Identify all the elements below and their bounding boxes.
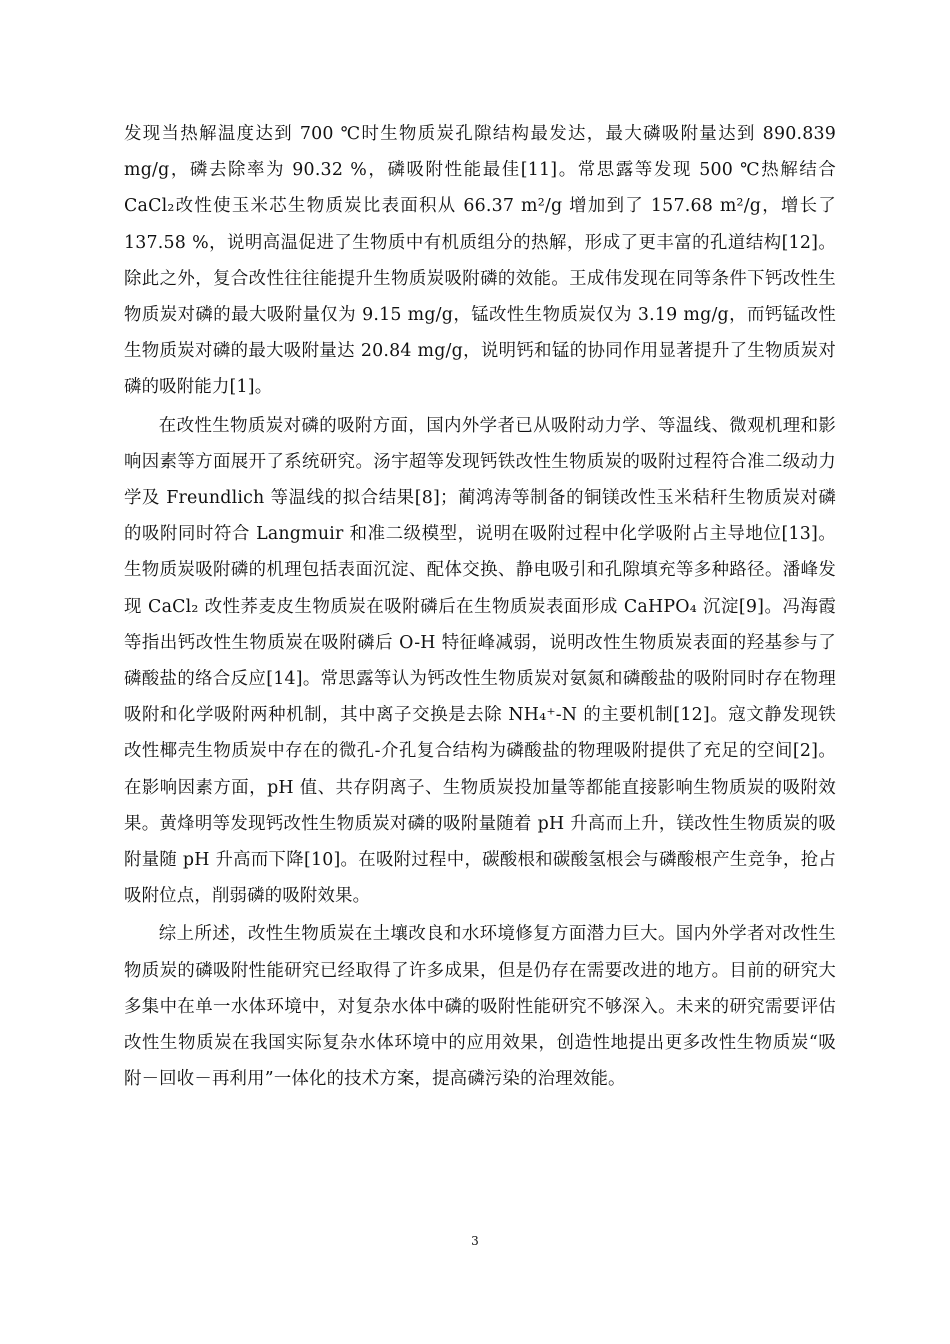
- paragraph-2: 在改性生物质炭对磷的吸附方面，国内外学者已从吸附动力学、等温线、微观机理和影响因素等方面展开了系统研究。汤宇超等发现钙铁改性生物质炭的吸附过程符合准二级动力学及 Freundlich 等温线的拟合结果[8]；蔺鸿涛等制备的铜镁改性玉米秸秆生物质炭对磷的吸附同时符合 Langmuir 和准二级模型，说明在吸附过程中化学吸附占主导地位[13]。生物质炭吸附磷的机理包括表面沉淀、配体交换、静电吸引和孔隙填充等多种路径。潘峰发现 CaCl₂ 改性荞麦皮生物质炭在吸附磷后在生物质炭表面形成 CaHPO₄ 沉淀[9]。冯海霞等指出钙改性生物质炭在吸附磷后 O-H 特征峰减弱，说明改性生物质炭表面的羟基参与了磷酸盐的络合反应[14]。常思露等认为钙改性生物质炭对氨氮和磷酸盐的吸附同时存在物理吸附和化学吸附两种机制，其中离子交换是去除 NH₄⁺-N 的主要机制[12]。寇文静发现铁改性椰壳生物质炭中存在的微孔-介孔复合结构为磷酸盐的物理吸附提供了充足的空间[2]。在影响因素方面，pH 值、共存阴离子、生物质炭投加量等都能直接影响生物质炭的吸附效果。黄烽明等发现钙改性生物质炭对磷的吸附量随着 pH 升高而上升，镁改性生物质炭的吸附量随 pH 升高而下降[10]。在吸附过程中，碳酸根和碳酸氢根会与磷酸根产生竞争，抢占吸附位点，削弱磷的吸附效果。: [124, 415, 836, 907]
- paragraph-1: 发现当热解温度达到 700 ℃时生物质炭孔隙结构最发达，最大磷吸附量达到 890.839 mg/g，磷去除率为 90.32 %，磷吸附性能最佳[11]。常思露等发现 500 ℃热解结合 CaCl₂改性使玉米芯生物质炭比表面积从 66.37 m²/g 增加到了 157.68 m²/g，增长了 137.58 %，说明高温促进了生物质中有机质组分的热解，形成了更丰富的孔道结构[12]。除此之外，复合改性往往能提升生物质炭吸附磷的效能。王成伟发现在同等条件下钙改性生物质炭对磷的最大吸附量仅为 9.15 mg/g，锰改性生物质炭仅为 3.19 mg/g，而钙锰改性生物质炭对磷的最大吸附量达 20.84 mg/g，说明钙和锰的协同作用显著提升了生物质炭对磷的吸附能力[1]。: [124, 124, 836, 398]
- body-text: [124, 116, 836, 1097]
- page-number: 3: [471, 1234, 479, 1248]
- paragraph-3: 综上所述，改性生物质炭在土壤改良和水环境修复方面潜力巨大。国内外学者对改性生物质炭的磷吸附性能研究已经取得了许多成果，但是仍存在需要改进的地方。目前的研究大多集中在单一水体环境中，对复杂水体中磷的吸附性能研究不够深入。未来的研究需要评估改性生物质炭在我国实际复杂水体环境中的应用效果，创造性地提出更多改性生物质炭“吸附－回收－再利用”一体化的技术方案，提高磷污染的治理效能。: [124, 924, 836, 1090]
